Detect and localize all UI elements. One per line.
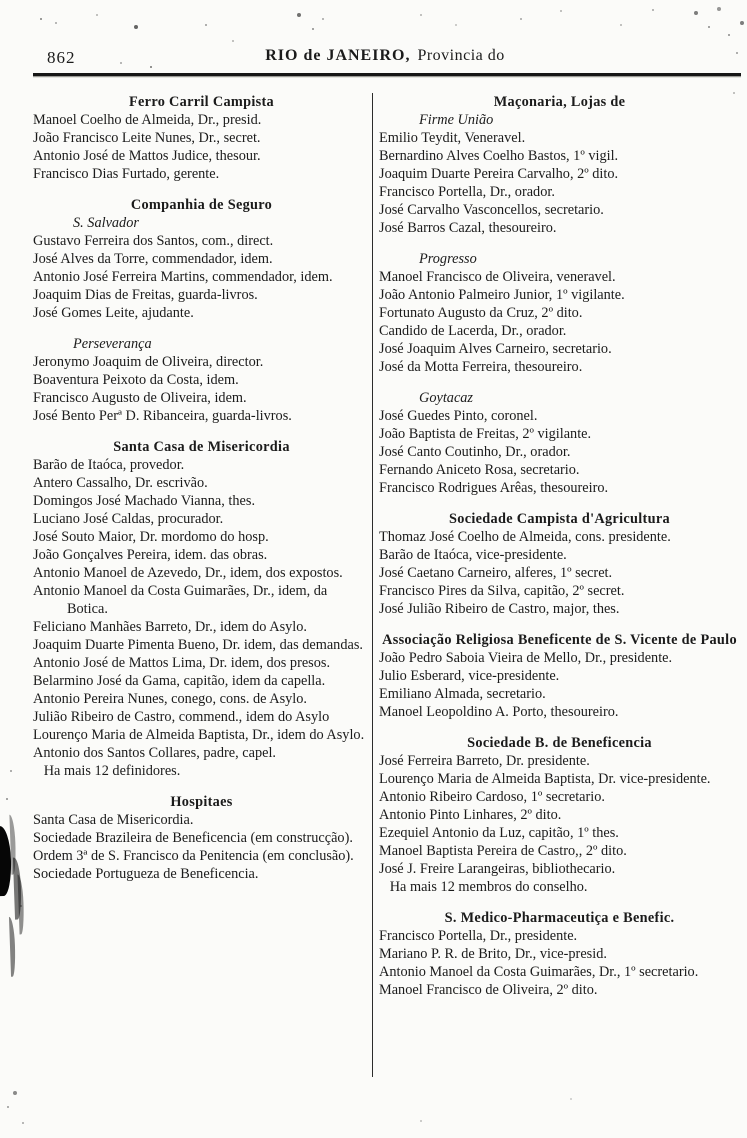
entry-line: Joaquim Duarte Pimenta Bueno, Dr. idem, das demandas.: [33, 637, 363, 653]
entry-line: João Baptista de Freitas, 2º vigilante.: [379, 426, 592, 442]
page-number: 862: [47, 48, 76, 67]
entry-line: Barão de Itaóca, vice-presidente.: [379, 547, 567, 563]
entries-list: [379, 528, 740, 618]
entry-line: João Francisco Leite Nunes, Dr., secret.: [33, 130, 261, 146]
section-companhia-de-seguro: [33, 196, 370, 322]
section-heading: Hospitaes: [170, 794, 233, 810]
entry-line: José Julião Ribeiro de Castro, major, thes.: [379, 601, 620, 617]
section-hospitaes: [33, 793, 370, 883]
entry-line: Feliciano Manhães Barreto, Dr., idem do Asylo.: [33, 619, 307, 635]
entry-line: Antonio Ribeiro Cardoso, 1º secretario.: [379, 789, 605, 805]
section-sociedade-b-beneficencia: [379, 734, 740, 896]
entry-line: Antonio Manoel da Costa Guimarães, Dr., idem, da Botica.: [33, 583, 328, 617]
section-subheading: Goytacaz: [419, 390, 473, 406]
running-title-rest: Provincia do: [417, 47, 505, 64]
section-goytacaz: [379, 389, 740, 497]
entry-line: Manoel Baptista Pereira de Castro,, 2º dito.: [379, 843, 627, 859]
entry-line: Antonio Pereira Nunes, conego, cons. de Asylo.: [33, 691, 307, 707]
section-heading: Sociedade B. de Beneficencia: [467, 735, 652, 751]
section-progresso: [379, 250, 740, 376]
entry-line: Julio Esberard, vice-presidente.: [379, 668, 560, 684]
entry-line: Ha mais 12 membros do conselho.: [379, 879, 588, 895]
entry-line: Jeronymo Joaquim de Oliveira, director.: [33, 354, 264, 370]
section-sociedade-campista-agricultura: [379, 510, 740, 618]
entry-line: José Barros Cazal, thesoureiro.: [379, 220, 557, 236]
entry-line: Antonio Manoel da Costa Guimarães, Dr., 1º secretario.: [379, 964, 699, 980]
entry-line: Lourenço Maria de Almeida Baptista, Dr. vice-presidente.: [379, 771, 711, 787]
entries-list: [379, 649, 740, 721]
entry-line: Francisco Portella, Dr., presidente.: [379, 928, 578, 944]
section-heading: Sociedade Campista d'Agricultura: [449, 511, 670, 527]
entry-line: José da Motta Ferreira, thesoureiro.: [379, 359, 583, 375]
entry-line: Mariano P. R. de Brito, Dr., vice-presid.: [379, 946, 607, 962]
entry-line: Francisco Dias Furtado, gerente.: [33, 166, 220, 182]
section-santa-casa-misericordia: [33, 438, 370, 780]
section-heading: Santa Casa de Misericordia: [113, 439, 290, 455]
entry-line: Belarmino José da Gama, capitão, idem da capella.: [33, 673, 326, 689]
entries-list: [379, 752, 740, 896]
entries-list: [33, 456, 370, 780]
entry-line: Francisco Rodrigues Arêas, thesoureiro.: [379, 480, 609, 496]
entry-line: Manoel Leopoldino A. Porto, thesoureiro.: [379, 704, 619, 720]
section-subheading: Firme União: [419, 112, 494, 128]
entry-line: Luciano José Caldas, procurador.: [33, 511, 224, 527]
entry-line: Francisco Augusto de Oliveira, idem.: [33, 390, 247, 406]
entry-line: João Antonio Palmeiro Junior, 1º vigilante.: [379, 287, 625, 303]
section-heading: Associação Religiosa Beneficente de S. Vicente de Paulo: [382, 632, 737, 648]
section-heading: Maçonaria, Lojas de: [493, 94, 626, 110]
entries-list: [379, 129, 740, 237]
entry-line: José Alves da Torre, commendador, idem.: [33, 251, 273, 267]
entry-line: Boaventura Peixoto da Costa, idem.: [33, 372, 239, 388]
entry-line: Antonio José Ferreira Martins, commendador, idem.: [33, 269, 333, 285]
entry-line: José Bento Perª D. Ribanceira, guarda-livros.: [33, 408, 292, 424]
header-rule: [33, 73, 741, 77]
running-title: [33, 46, 737, 65]
entries-list: [33, 232, 370, 322]
entry-line: José Guedes Pinto, coronel.: [379, 408, 538, 424]
entry-line: Lourenço Maria de Almeida Baptista, Dr., idem do Asylo.: [33, 727, 365, 743]
entry-line: Joaquim Dias de Freitas, guarda-livros.: [33, 287, 258, 303]
scan-noise-speckles: [0, 0, 2, 2]
entry-line: Antonio dos Santos Collares, padre, capel.: [33, 745, 276, 761]
column-left: [33, 93, 370, 1085]
entry-line: Sociedade Brazileira de Beneficencia (em construcção).: [33, 830, 353, 846]
ink-blot-artifact: [0, 826, 12, 896]
entry-line: José Souto Maior, Dr. mordomo do hosp.: [33, 529, 269, 545]
entry-line: José Gomes Leite, ajudante.: [33, 305, 194, 321]
entry-line: Sociedade Portugueza de Beneficencia.: [33, 866, 259, 882]
entry-line: Santa Casa de Misericordia.: [33, 812, 194, 828]
entry-line: Candido de Lacerda, Dr., orador.: [379, 323, 567, 339]
entries-list: [33, 811, 370, 883]
running-title-bold: RIO de JANEIRO,: [265, 47, 411, 64]
section-ferro-carril-campista: [33, 93, 370, 183]
entry-line: Ha mais 12 definidores.: [33, 763, 181, 779]
entry-line: José Caetano Carneiro, alferes, 1º secret.: [379, 565, 613, 581]
entry-line: José Joaquim Alves Carneiro, secretario.: [379, 341, 612, 357]
entry-line: Antonio José de Mattos Judice, thesour.: [33, 148, 261, 164]
section-heading: S. Medico-Pharmaceutiça e Benefic.: [444, 910, 675, 926]
section-subheading: S. Salvador: [73, 215, 139, 231]
entry-line: José Canto Coutinho, Dr., orador.: [379, 444, 571, 460]
entry-line: Joaquim Duarte Pereira Carvalho, 2º dito.: [379, 166, 619, 182]
entry-line: Antonio Pinto Linhares, 2º dito.: [379, 807, 562, 823]
entry-line: Francisco Pires da Silva, capitão, 2º secret.: [379, 583, 625, 599]
entries-list: [33, 353, 370, 425]
page-header: [33, 46, 737, 72]
entry-line: Emilio Teydit, Veneravel.: [379, 130, 526, 146]
entries-list: [379, 268, 740, 376]
entry-line: João Gonçalves Pereira, idem. das obras.: [33, 547, 268, 563]
entry-line: Antonio Manoel de Azevedo, Dr., idem, dos expostos.: [33, 565, 343, 581]
entry-line: Antonio José de Mattos Lima, Dr. idem, dos presos.: [33, 655, 331, 671]
entry-line: José Carvalho Vasconcellos, secretario.: [379, 202, 604, 218]
entry-line: Manoel Francisco de Oliveira, 2º dito.: [379, 982, 598, 998]
entry-line: Ezequiel Antonio da Luz, capitão, 1º thes.: [379, 825, 619, 841]
entry-line: José J. Freire Larangeiras, bibliothecario.: [379, 861, 616, 877]
entry-line: Manoel Coelho de Almeida, Dr., presid.: [33, 112, 262, 128]
entry-line: Fernando Aniceto Rosa, secretario.: [379, 462, 580, 478]
entry-line: Manoel Francisco de Oliveira, veneravel.: [379, 269, 616, 285]
column-right: [373, 93, 740, 1085]
section-maconaria-firme-uniao: [379, 93, 740, 237]
entries-list: [33, 111, 370, 183]
entry-line: Antero Cassalho, Dr. escrivão.: [33, 475, 208, 491]
section-heading: Companhia de Seguro: [130, 197, 273, 213]
entry-line: Thomaz José Coelho de Almeida, cons. presidente.: [379, 529, 671, 545]
entry-line: João Pedro Saboia Vieira de Mello, Dr., presidente.: [379, 650, 673, 666]
two-column-body: [33, 93, 740, 1085]
entry-line: Gustavo Ferreira dos Santos, com., direct.: [33, 233, 274, 249]
entry-line: Ordem 3ª de S. Francisco da Penitencia (em conclusão).: [33, 848, 354, 864]
entries-list: [379, 407, 740, 497]
entry-line: Fortunato Augusto da Cruz, 2º dito.: [379, 305, 583, 321]
section-s-medico-pharmaceutica: [379, 909, 740, 999]
section-subheading: Progresso: [419, 251, 477, 267]
entry-line: Julião Ribeiro de Castro, commend., idem do Asylo: [33, 709, 330, 725]
entry-line: José Ferreira Barreto, Dr. presidente.: [379, 753, 590, 769]
section-perseveranca: [33, 335, 370, 425]
section-associacao-s-vicente-de-paulo: [379, 631, 740, 721]
entry-line: Bernardino Alves Coelho Bastos, 1º vigil.: [379, 148, 619, 164]
entry-line: Emiliano Almada, secretario.: [379, 686, 546, 702]
entry-line: Francisco Portella, Dr., orador.: [379, 184, 555, 200]
entries-list: [379, 927, 740, 999]
entry-line: Barão de Itaóca, provedor.: [33, 457, 185, 473]
section-heading: Ferro Carril Campista: [129, 94, 274, 110]
section-subheading: Perseverança: [73, 336, 152, 352]
entry-line: Domingos José Machado Vianna, thes.: [33, 493, 256, 509]
